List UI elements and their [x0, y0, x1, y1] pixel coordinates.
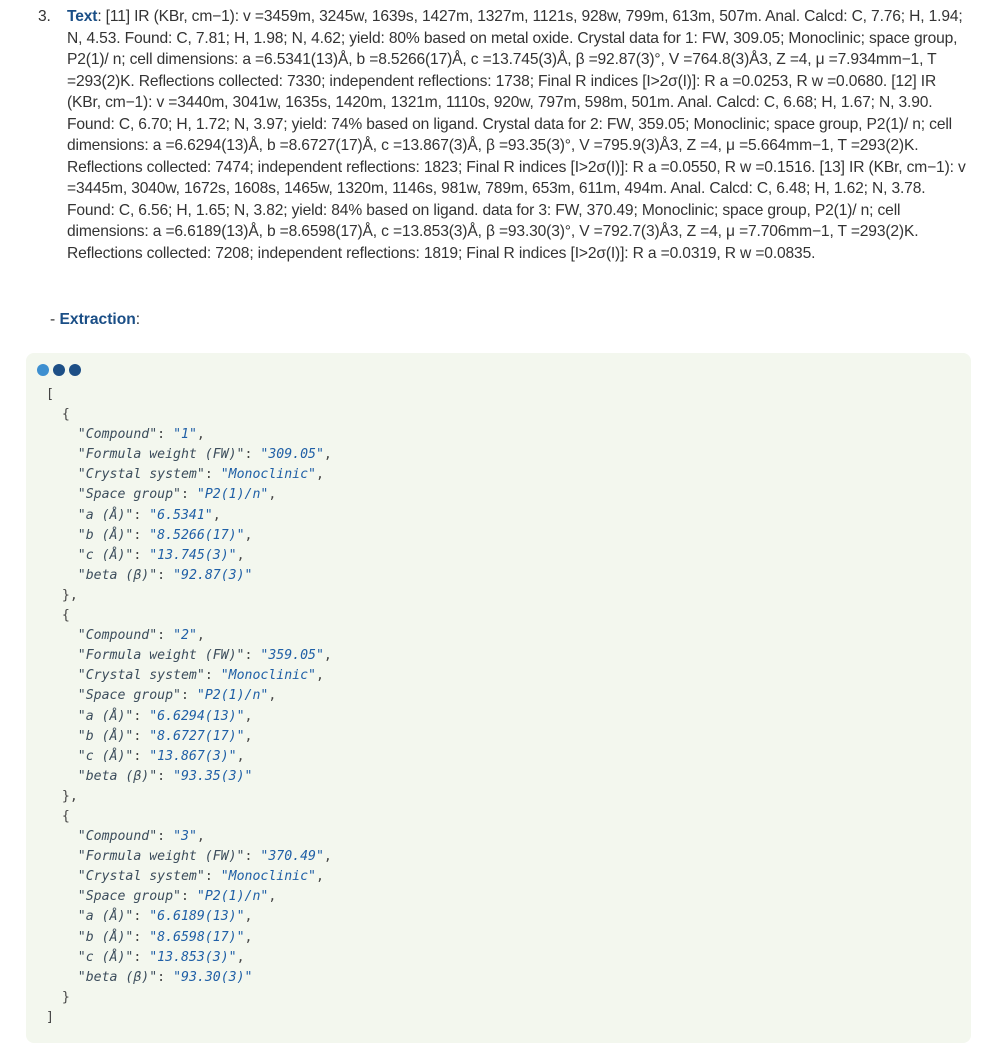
code-line [46, 526, 332, 546]
json-key: "Formula weight (FW)" [77, 648, 245, 664]
json-colon: : [157, 768, 174, 784]
json-key: "a (Å)" [77, 909, 134, 925]
json-comma: , [323, 447, 332, 463]
code-line [46, 767, 332, 787]
json-colon: : [133, 909, 150, 925]
json-comma: , [244, 929, 253, 945]
json-colon: : [133, 728, 150, 744]
json-colon: : [133, 527, 150, 543]
brace-open: { [46, 407, 70, 423]
indent [46, 568, 78, 583]
json-key: "Crystal system" [77, 668, 205, 684]
indent [46, 508, 78, 523]
json-value: "6.6294(13)" [149, 708, 245, 724]
json-key: "Space group" [77, 688, 181, 704]
json-value: "6.5341" [149, 507, 213, 523]
brace-close: }, [46, 587, 78, 603]
code-line [46, 646, 332, 666]
json-value: "370.49" [260, 849, 324, 865]
json-comma: , [315, 668, 324, 684]
json-code [46, 385, 332, 1028]
indent [46, 467, 78, 482]
code-line [46, 948, 332, 968]
indent [46, 648, 78, 663]
code-line [46, 425, 332, 445]
json-colon: : [133, 929, 150, 945]
json-comma: , [315, 869, 324, 885]
brace-close: }, [46, 788, 78, 804]
json-key: "Space group" [77, 487, 181, 503]
json-value: "P2(1)/n" [196, 889, 269, 905]
indent [46, 950, 78, 965]
code-line [46, 847, 332, 867]
code-line [46, 586, 332, 606]
code-line [46, 606, 332, 626]
json-colon: : [180, 688, 197, 704]
json-comma: , [268, 688, 277, 704]
brace-open: { [46, 608, 70, 624]
json-value: "13.745(3)" [149, 547, 237, 563]
json-value: "P2(1)/n" [196, 487, 269, 503]
json-key: "a (Å)" [77, 708, 134, 724]
indent [46, 688, 78, 703]
json-key: "Formula weight (FW)" [77, 849, 245, 865]
text-label-separator: : [97, 8, 102, 25]
indent [46, 668, 78, 683]
json-key: "Compound" [77, 628, 158, 644]
window-dots [37, 364, 85, 376]
json-key: "b (Å)" [77, 929, 134, 945]
code-line [46, 385, 332, 405]
code-line [46, 907, 332, 927]
bracket-open: [ [46, 387, 54, 402]
indent [46, 869, 78, 884]
text-label: Text [67, 8, 98, 25]
json-value: "93.35(3)" [173, 768, 253, 784]
code-line [46, 807, 332, 827]
indent [46, 849, 78, 864]
json-colon: : [204, 869, 221, 885]
json-value: "92.87(3)" [173, 567, 253, 583]
json-value: "359.05" [260, 648, 324, 664]
code-line [46, 707, 332, 727]
json-comma: , [268, 487, 277, 503]
json-value: "2" [173, 628, 197, 644]
json-colon: : [157, 567, 174, 583]
json-colon: : [244, 447, 261, 463]
json-colon: : [133, 708, 150, 724]
indent [46, 749, 78, 764]
json-comma: , [236, 748, 245, 764]
json-colon: : [133, 547, 150, 563]
extraction-separator: : [135, 311, 141, 328]
json-key: "Space group" [77, 889, 181, 905]
indent [46, 769, 78, 784]
code-line [46, 867, 332, 887]
indent [46, 427, 78, 442]
code-line [46, 928, 332, 948]
json-colon: : [133, 949, 150, 965]
list-item-3 [38, 6, 968, 264]
json-comma: , [244, 527, 253, 543]
indent [46, 628, 78, 643]
indent [46, 528, 78, 543]
indent [46, 729, 78, 744]
json-key: "a (Å)" [77, 507, 134, 523]
code-line [46, 626, 332, 646]
code-line [46, 506, 332, 526]
code-line [46, 485, 332, 505]
extraction-bullet: - [50, 311, 60, 328]
list-number: 3. [38, 8, 51, 25]
code-line [46, 465, 332, 485]
json-value: "8.6598(17)" [149, 929, 245, 945]
json-value: "8.6727(17)" [149, 728, 245, 744]
json-key: "beta (β)" [77, 768, 158, 784]
json-value: "93.30(3)" [173, 969, 253, 985]
json-colon: : [157, 829, 174, 845]
code-line [46, 566, 332, 586]
json-colon: : [157, 427, 174, 443]
indent [46, 487, 78, 502]
code-line [46, 787, 332, 807]
indent [46, 889, 78, 904]
code-line [46, 887, 332, 907]
json-value: "1" [173, 427, 197, 443]
json-comma: , [268, 889, 277, 905]
code-line [46, 445, 332, 465]
json-key: "Crystal system" [77, 869, 205, 885]
json-value: "Monoclinic" [220, 467, 316, 483]
json-value: "8.5266(17)" [149, 527, 245, 543]
indent [46, 548, 78, 563]
code-line [46, 727, 332, 747]
json-value: "6.6189(13)" [149, 909, 245, 925]
json-key: "Formula weight (FW)" [77, 447, 245, 463]
json-comma: , [323, 648, 332, 664]
code-line [46, 968, 332, 988]
json-key: "c (Å)" [77, 547, 134, 563]
extraction-label: Extraction [59, 311, 136, 328]
indent [46, 970, 78, 985]
indent [46, 909, 78, 924]
json-comma: , [315, 467, 324, 483]
code-line [46, 827, 332, 847]
json-key: "b (Å)" [77, 527, 134, 543]
json-colon: : [157, 969, 174, 985]
indent [46, 709, 78, 724]
json-key: "Crystal system" [77, 467, 205, 483]
code-line [46, 666, 332, 686]
json-colon: : [244, 648, 261, 664]
item-text: [11] IR (KBr, cm−1): v =3459m, 3245w, 1639s, 1427m, 1327m, 1121s, 928w, 799m, 613m, 507m. Anal. Calcd: C, 7.76; H, 1.94; N, 4.53. Found: C, 7.81; H, 1.98; N, 4.62; yield: 80% based on metal oxide. Crystal data for 1: FW, 309.05; Monoclinic; space group, P2(1)/ n; cell dimensions: a =6.5341(13)Å, b =8.5266(17)Å, c =13.745(3)Å, β =92.87(3)°, V =764.8(3)Å3, Z =4, μ =7.934mm−1, T =293(2)K. Reflections collected: 7330; independent reflections: 1738; Final R indices [I>2σ(I)]: R a =0.0253, R w =0.0680. [12] IR (KBr, cm−1): v =3440m, 3041w, 1635s, 1420m, 1321m, 1110s, 920w, 797m, 598m, 501m. Anal. Calcd: C, 6.68; H, 1.67; N, 3.90. Found: C, 6.70; H, 1.72; N, 3.97; yield: 74% based on ligand. Crystal data for 2: FW, 359.05; Monoclinic; space group, P2(1)/ n; cell dimensions: a =6.6294(13)Å, b =8.6727(17)Å, c =13.867(3)Å, β =93.35(3)°, V =795.9(3)Å3, Z =4, μ =5.664mm−1, T =293(2)K. Reflections collected: 7474; independent reflections: 1823; Final R indices [I>2σ(I)]: R a =0.0550, R w =0.1516. [13] IR (KBr, cm−1): v =3445m, 3040w, 1672s, 1608s, 1465w, 1320m, 1146s, 981w, 789m, 653m, 611m, 494m. Anal. Calcd: C, 6.48; H, 1.62; N, 3.78. Found: C, 6.56; H, 1.65; N, 3.82; yield: 84% based on ligand. data for 3: FW, 370.49; Monoclinic; space group, P2(1)/ n; cell dimensions: a =6.6189(13)Å, b =8.6598(17)Å, c =13.853(3)Å, β =93.30(3)°, V =792.7(3)Å3, Z =4, μ =7.706mm−1, T =293(2)K. Reflections collected: 7208; independent reflections: 1819; Final R indices [I>2σ(I)]: R a =0.0319, R w =0.0835. [67, 8, 966, 262]
json-comma: , [244, 708, 253, 724]
json-colon: : [204, 668, 221, 684]
json-comma: , [196, 628, 205, 644]
json-key: "Compound" [77, 427, 158, 443]
code-line [46, 405, 332, 425]
json-value: "309.05" [260, 447, 324, 463]
json-comma: , [323, 849, 332, 865]
json-colon: : [180, 889, 197, 905]
code-line [46, 546, 332, 566]
json-value: "Monoclinic" [220, 869, 316, 885]
json-key: "beta (β)" [77, 969, 158, 985]
indent [46, 829, 78, 844]
json-value: "Monoclinic" [220, 668, 316, 684]
json-colon: : [133, 507, 150, 523]
json-colon: : [180, 487, 197, 503]
brace-open: { [46, 808, 70, 824]
json-colon: : [157, 628, 174, 644]
code-line [46, 988, 332, 1008]
json-key: "b (Å)" [77, 728, 134, 744]
json-value: "13.853(3)" [149, 949, 237, 965]
json-colon: : [204, 467, 221, 483]
json-comma: , [236, 949, 245, 965]
bracket-close: ] [46, 1009, 54, 1025]
json-value: "3" [173, 829, 197, 845]
window-dot-icon [37, 364, 49, 376]
json-value: "P2(1)/n" [196, 688, 269, 704]
json-comma: , [244, 909, 253, 925]
json-value: "13.867(3)" [149, 748, 237, 764]
item-body [67, 6, 968, 264]
json-colon: : [133, 748, 150, 764]
indent [46, 930, 78, 945]
json-key: "c (Å)" [77, 748, 134, 764]
code-line [46, 686, 332, 706]
json-comma: , [196, 829, 205, 845]
json-key: "c (Å)" [77, 949, 134, 965]
json-colon: : [244, 849, 261, 865]
code-line [46, 1008, 332, 1028]
brace-close: } [46, 989, 70, 1005]
window-dot-icon [53, 364, 65, 376]
code-block [26, 353, 971, 1043]
json-key: "Compound" [77, 829, 158, 845]
json-comma: , [236, 547, 245, 563]
json-comma: , [244, 728, 253, 744]
indent [46, 447, 78, 462]
extraction-heading [50, 309, 140, 330]
json-key: "beta (β)" [77, 567, 158, 583]
json-comma: , [212, 507, 221, 523]
code-line [46, 747, 332, 767]
window-dot-icon [69, 364, 81, 376]
json-comma: , [196, 427, 205, 443]
